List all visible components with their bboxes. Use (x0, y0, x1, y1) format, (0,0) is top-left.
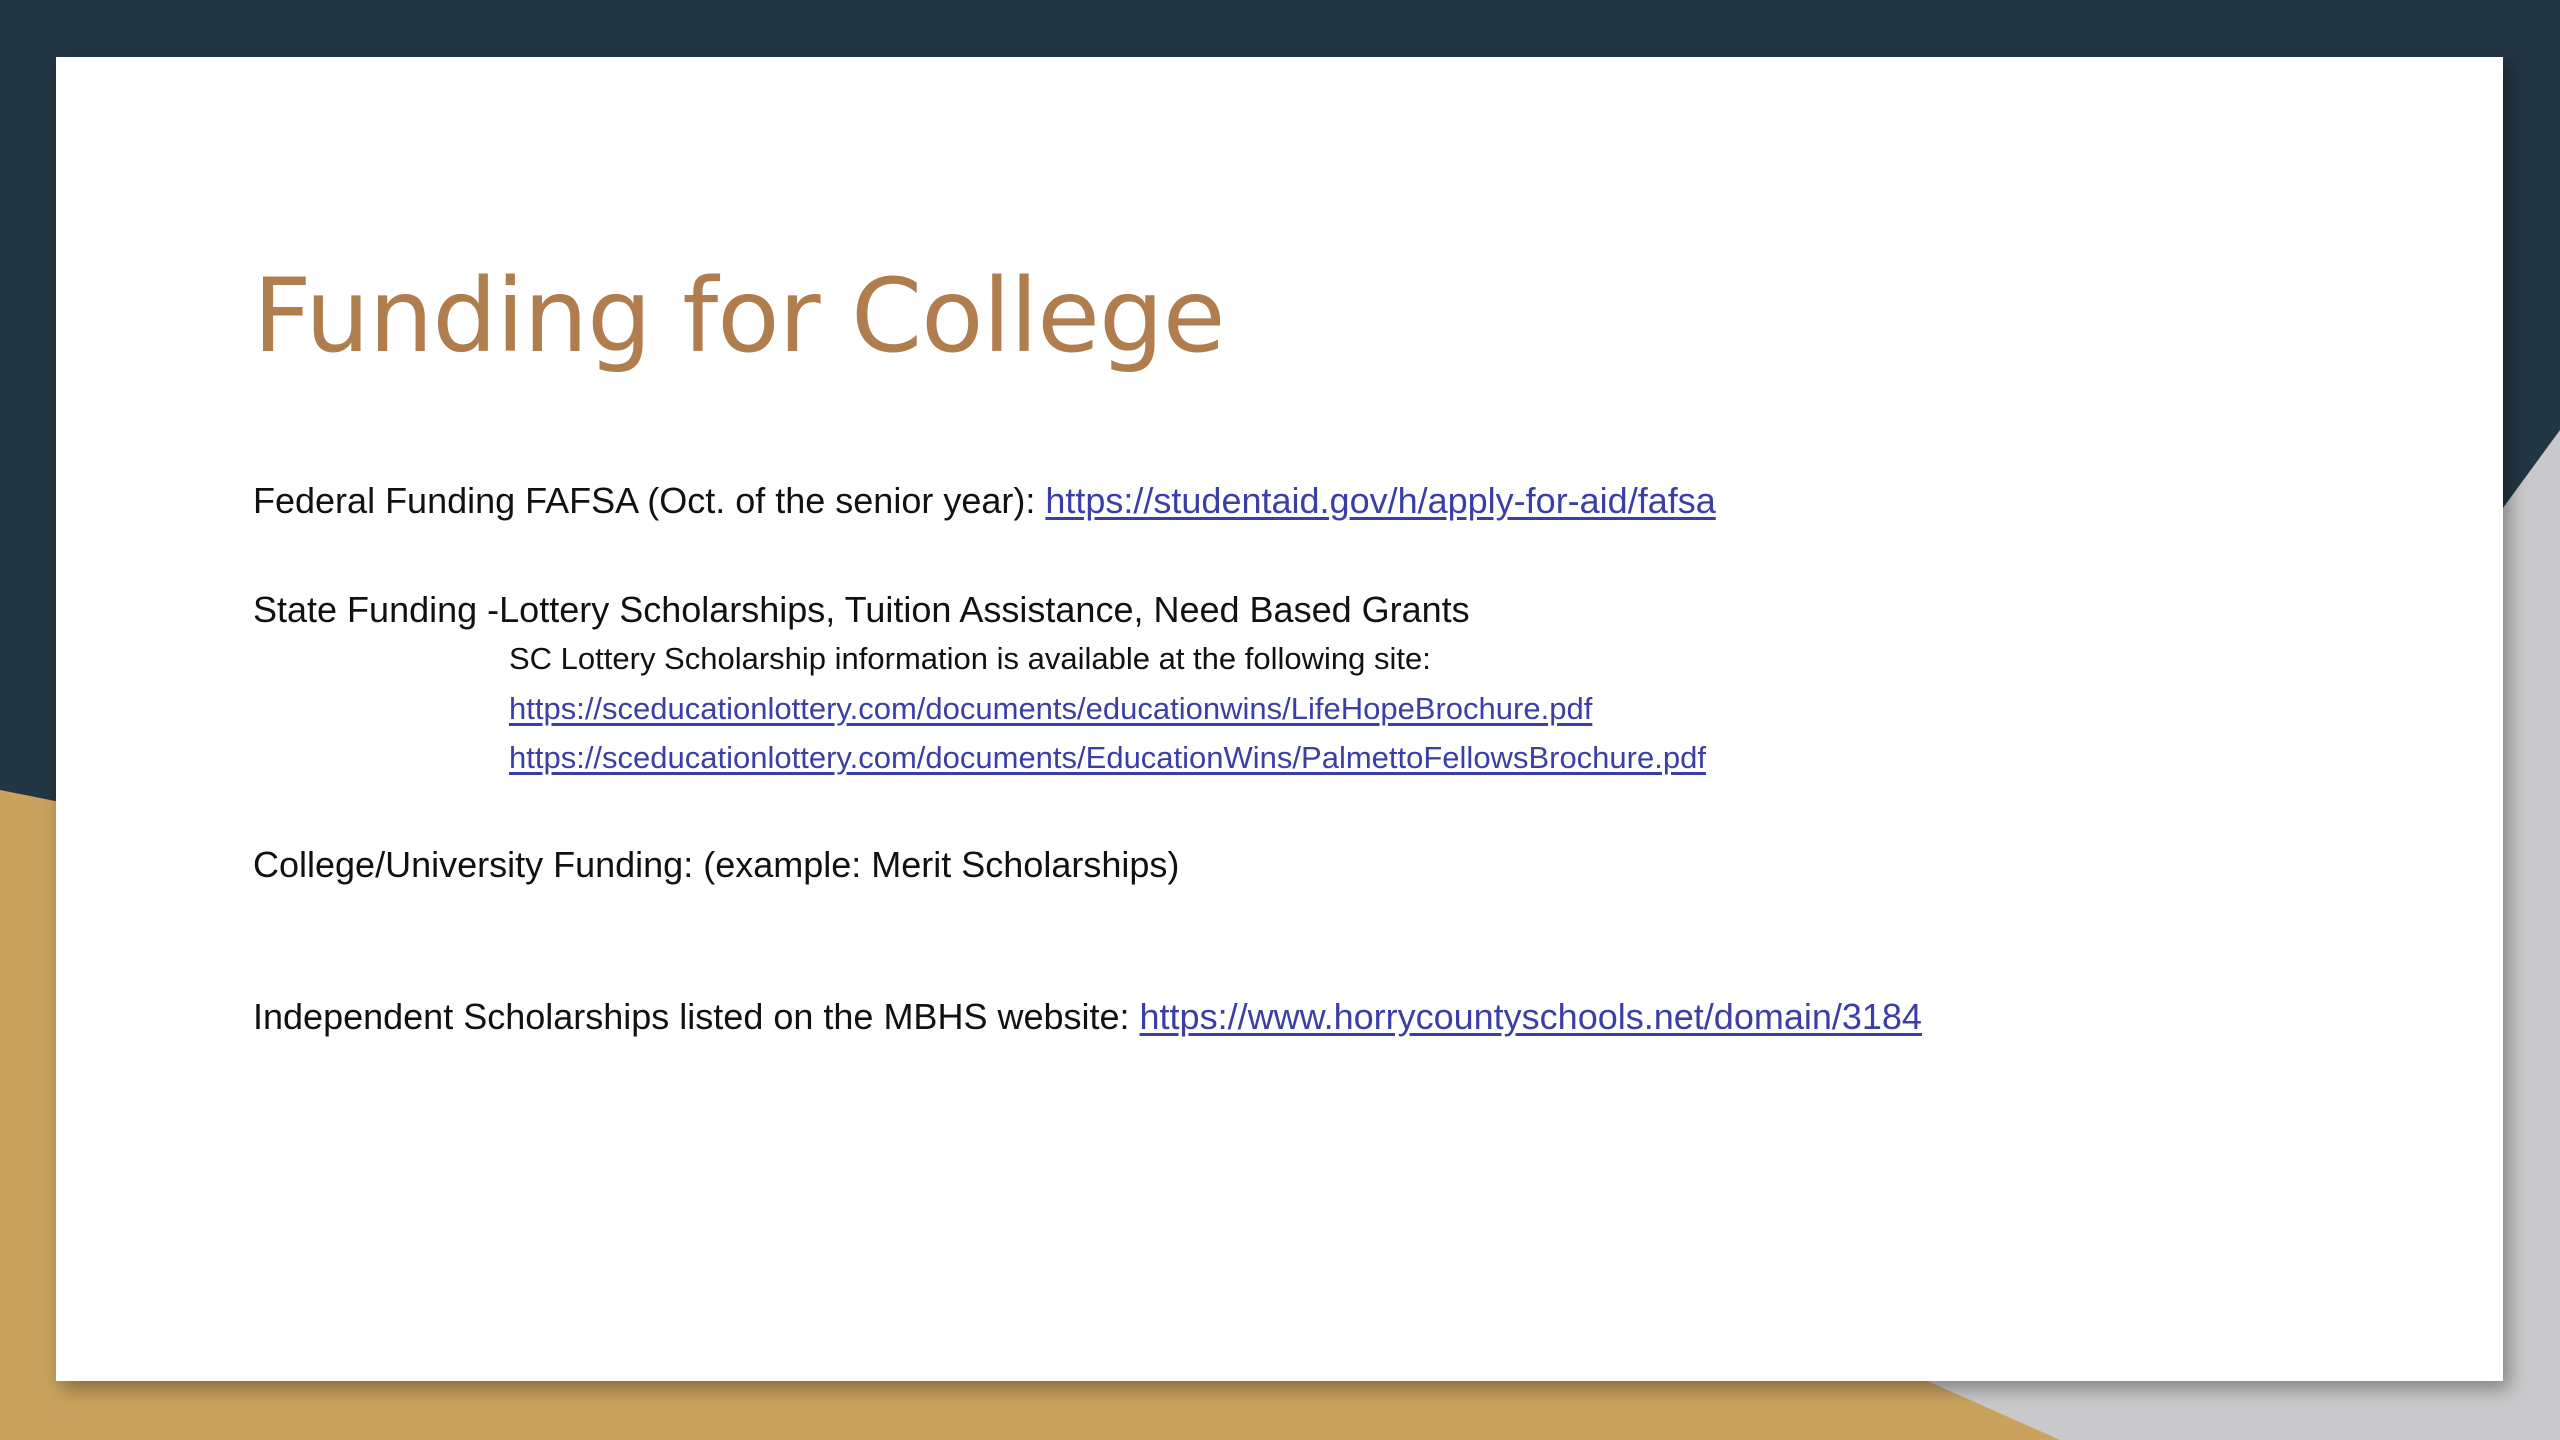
federal-funding-text: Federal Funding FAFSA (Oct. of the senior year): (253, 480, 1046, 521)
lottery-info-text: SC Lottery Scholarship information is available at the following site: (509, 641, 1431, 676)
fafsa-link[interactable]: https://studentaid.gov/h/apply-for-aid/fafsa (1045, 480, 1716, 521)
independent-scholarships-line (253, 996, 1922, 1038)
federal-funding-line (253, 480, 1716, 522)
slide (56, 57, 2503, 1381)
slide-title: Funding for College (253, 257, 1225, 376)
college-funding-text: College/University Funding: (example: Merit Scholarships) (253, 844, 1180, 885)
palmetto-fellows-brochure-link[interactable]: https://sceducationlottery.com/documents/EducationWins/PalmettoFellowsBrochure.pdf (509, 740, 1706, 775)
life-hope-brochure-link[interactable]: https://sceducationlottery.com/documents/educationwins/LifeHopeBrochure.pdf (509, 691, 1593, 726)
state-funding-text: State Funding -Lottery Scholarships, Tuition Assistance, Need Based Grants (253, 589, 1470, 630)
mbhs-scholarships-link[interactable]: https://www.horrycountyschools.net/domain/3184 (1139, 996, 1922, 1037)
independent-scholarships-text: Independent Scholarships listed on the MBHS website: (253, 996, 1140, 1037)
